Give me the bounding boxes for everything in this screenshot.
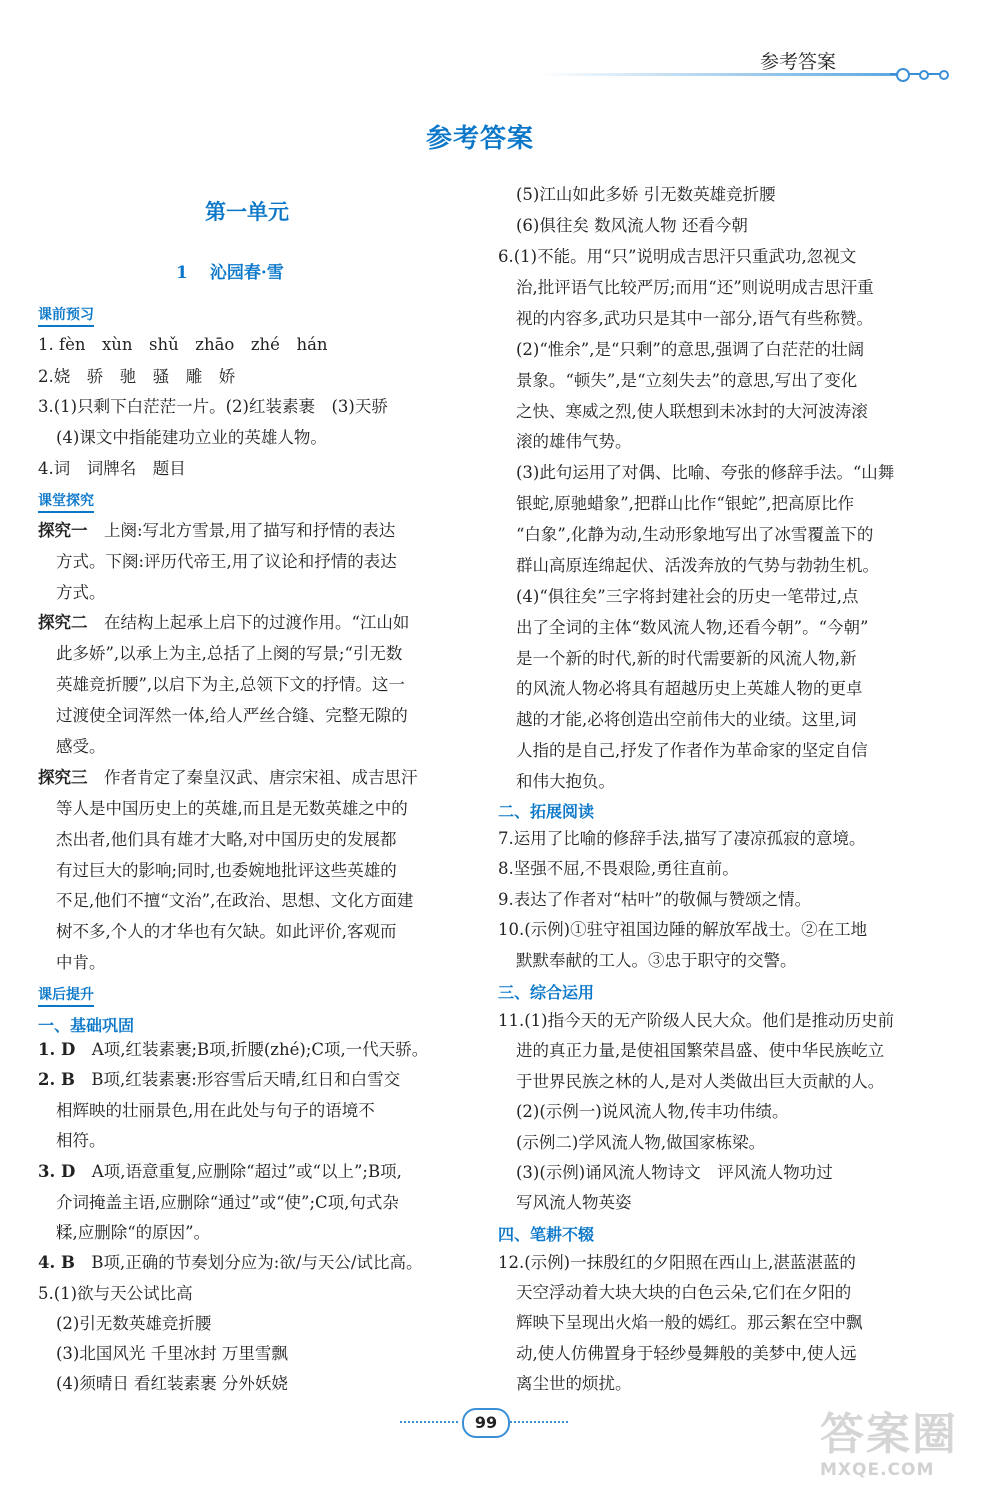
answer-line: (4)“俱往矣”三字将封建社会的历史一笔带过,点: [516, 587, 859, 606]
answer-line: (3)此句运用了对偶、比喻、夸张的修辞手法。“山舞: [516, 463, 895, 482]
answer-text: 在结构上起承上启下的过渡作用。“江山如: [87, 613, 410, 632]
answer-line: 于世界民族之林的人,是对人类做出巨大贡献的人。: [516, 1072, 885, 1091]
answer-line: 感受。: [56, 737, 106, 756]
answer-line: 景象。“顿失”,是“立刻失去”的意思,写出了变化: [516, 371, 858, 390]
answer-line: 和伟大抱负。: [516, 772, 615, 791]
header-ornament-circle-small: [939, 70, 949, 80]
answer-line: 治,批评语气比较严厉;而用“还”则说明成吉思汗重: [516, 278, 874, 297]
subsection-heading: 一、基础巩固: [38, 1016, 135, 1035]
answer-line: 之快、寒威之烈,使人联想到未冰封的大河波涛滚: [516, 402, 868, 421]
subsection-heading: 二、拓展阅读: [498, 802, 595, 821]
watermark-text: 答案圈: [820, 1409, 958, 1460]
answer-label: 4. B: [38, 1253, 75, 1272]
page-number-dots-right: [510, 1421, 568, 1423]
answer-line: [38, 521, 395, 541]
answer-line: 5.(1)欲与天公试比高: [38, 1284, 193, 1303]
answer-label: 1. D: [38, 1040, 76, 1059]
answer-line: 杰出者,他们具有雄才大略,对中国历史的发展都: [56, 830, 397, 849]
answer-line: 10.(示例)①驻守祖国边陲的解放军战士。②在工地: [498, 920, 868, 939]
header-ornament-circle: [896, 68, 910, 82]
answer-line: (4)须晴日 看红装素裹 分外妖娆: [56, 1374, 288, 1393]
lesson-title: [176, 258, 284, 283]
answer-line: 天空浮动着大块大块的白色云朵,它们在夕阳的: [516, 1283, 852, 1302]
answer-line: 相辉映的壮丽景色,用在此处与句子的语境不: [56, 1101, 375, 1120]
answer-line: 7.运用了比喻的修辞手法,描写了凄凉孤寂的意境。: [498, 829, 866, 848]
answer-line: 1. fèn xùn shǔ zhāo zhé hán: [38, 335, 328, 354]
answer-line: (2)引无数英雄竞折腰: [56, 1314, 212, 1333]
answer-line: (3)(示例)诵风流人物诗文 评风流人物功过: [516, 1163, 833, 1182]
answer-line: “白象”,化静为动,生动形象地写出了冰雪覆盖下的: [516, 525, 874, 544]
page-number-badge: [400, 1408, 570, 1438]
answer-line: 视的内容多,武功只是其中一部分,语气有些称赞。: [516, 309, 873, 328]
answer-text: 上阕:写北方雪景,用了描写和抒情的表达: [87, 521, 396, 540]
answer-line: (2)“惟余”,是“只剩”的意思,强调了白茫茫的壮阔: [516, 340, 865, 359]
answer-label: 探究三: [38, 768, 88, 787]
answer-line: (2)(示例一)说风流人物,传丰功伟绩。: [516, 1102, 789, 1121]
header-rule: [540, 73, 900, 76]
answer-line: [38, 1070, 400, 1090]
answer-line: 越的才能,必将创造出空前伟大的业绩。这里,词: [516, 710, 857, 729]
answer-line: 等人是中国历史上的英雄,而且是无数英雄之中的: [56, 799, 408, 818]
answer-line: (6)俱往矣 数风流人物 还看今朝: [516, 216, 748, 235]
answer-line: 介词掩盖主语,应删除“通过”或“使”;C项,句式杂: [56, 1193, 399, 1212]
answer-line: 离尘世的烦扰。: [516, 1374, 632, 1393]
answer-line: 银蛇,原驰蜡象”,把群山比作“银蛇”,把高原比作: [516, 494, 855, 513]
answer-line: 群山高原连绵起伏、活泼奔放的气势与勃勃生机。: [516, 556, 879, 575]
answer-line: 方式。: [56, 583, 106, 602]
answer-label: 探究一: [38, 521, 88, 540]
header-ornament-circle-small: [919, 70, 929, 80]
answer-line: [38, 1253, 422, 1273]
answer-label: 3. D: [38, 1162, 76, 1181]
answer-line: 动,使人仿佛置身于轻纱曼舞般的美梦中,使人远: [516, 1344, 857, 1363]
watermark-domain: MXQE.COM: [820, 1460, 935, 1480]
answer-line: [38, 613, 409, 633]
answer-line: 不足,他们不擅“文治”,在政治、思想、文化方面建: [56, 891, 414, 910]
answer-label: 探究二: [38, 613, 88, 632]
answer-line: 4.词 词牌名 题目: [38, 459, 186, 478]
answer-text: A项,语意重复,应删除“超过”或“以上”;B项,: [75, 1162, 402, 1181]
answer-line: 默默奉献的工人。③忠于职守的交警。: [516, 951, 797, 970]
answer-line: 12.(示例)一抹殷红的夕阳照在西山上,湛蓝湛蓝的: [498, 1253, 856, 1272]
answer-line: (示例二)学风流人物,做国家栋梁。: [516, 1133, 766, 1152]
answer-line: 糅,应删除“的原因”。: [56, 1223, 211, 1242]
answer-line: 8.坚强不屈,不畏艰险,勇往直前。: [498, 859, 739, 878]
answer-line: [38, 768, 418, 788]
answer-line: 3.(1)只剩下白茫茫一片。(2)红装素裹 (3)天骄: [38, 397, 388, 416]
header-title: 参考答案: [760, 51, 837, 73]
answer-line: 相符。: [56, 1131, 106, 1150]
answer-line: 英雄竞折腰”,以启下为主,总领下文的抒情。这一: [56, 675, 405, 694]
answer-line: 11.(1)指今天的无产阶级人民大众。他们是推动历史前: [498, 1011, 895, 1030]
answer-line: 6.(1)不能。用“只”说明成吉思汗只重武功,忽视文: [498, 247, 857, 266]
answer-line: 人指的是自己,抒发了作者作为革命家的坚定自信: [516, 741, 868, 760]
answer-line: 辉映下呈现出火焰一般的嫣红。那云絮在空中飘: [516, 1313, 863, 1332]
subsection-heading: 三、综合运用: [498, 983, 595, 1002]
lesson-number: 1: [176, 263, 188, 283]
answer-line: (3)北国风光 千里冰封 万里雪飘: [56, 1344, 288, 1363]
answer-line: 出了全词的主体“数风流人物,还看今朝”。“今朝”: [516, 618, 869, 637]
answer-line: 树不多,个人的才华也有欠缺。如此评价,客观而: [56, 922, 397, 941]
answer-line: [38, 1040, 428, 1060]
answer-line: [38, 1162, 402, 1182]
answer-line: 此多娇”,以承上为主,总括了上阕的写景;“引无数: [56, 644, 403, 663]
answer-line: 写风流人物英姿: [516, 1193, 632, 1212]
lesson-name: 沁园春·雪: [209, 263, 284, 283]
answer-text: 作者肯定了秦皇汉武、唐宗宋祖、成吉思汗: [87, 768, 418, 787]
answer-line: 9.表达了作者对“枯叶”的敬佩与赞颂之情。: [498, 890, 812, 909]
subsection-heading: 四、笔耕不辍: [498, 1225, 595, 1244]
answer-label: 2. B: [38, 1070, 75, 1089]
watermark-logo: [820, 1398, 990, 1488]
page-number: 99: [462, 1408, 510, 1438]
unit-title: 第一单元: [205, 200, 289, 224]
answer-line: 中肯。: [56, 953, 106, 972]
answer-line: 进的真正力量,是使祖国繁荣昌盛、使中华民族屹立: [516, 1041, 885, 1060]
page-number-dots-left: [400, 1421, 458, 1423]
section-heading: 课后提升: [38, 984, 94, 1007]
answer-text: B项,正确的节奏划分应为:欲/与天公/试比高。: [74, 1253, 423, 1272]
answer-text: B项,红装素裹:形容雪后天晴,红日和白雪交: [74, 1070, 401, 1089]
answer-line: 滚的雄伟气势。: [516, 432, 632, 451]
answer-line: 方式。下阕:评历代帝王,用了议论和抒情的表达: [56, 552, 397, 571]
section-heading: 课堂探究: [38, 490, 94, 513]
answer-text: A项,红装素裹;B项,折腰(zhé);C项,一代天骄。: [75, 1040, 429, 1059]
answer-line: 过渡使全词浑然一体,给人严丝合缝、完整无隙的: [56, 706, 408, 725]
answer-line: 是一个新的时代,新的时代需要新的风流人物,新: [516, 649, 857, 668]
answer-line: (4)课文中指能建功立业的英雄人物。: [56, 428, 327, 447]
page-title: 参考答案: [425, 124, 534, 154]
answer-line: 有过巨大的影响;同时,也委婉地批评这些英雄的: [56, 861, 397, 880]
answer-line: (5)江山如此多娇 引无数英雄竞折腰: [516, 185, 776, 204]
section-heading: 课前预习: [38, 304, 94, 327]
answer-line: 的风流人物必将具有超越历史上英雄人物的更卓: [516, 679, 863, 698]
answer-line: 2.娆 骄 驰 骚 雕 娇: [38, 367, 236, 386]
